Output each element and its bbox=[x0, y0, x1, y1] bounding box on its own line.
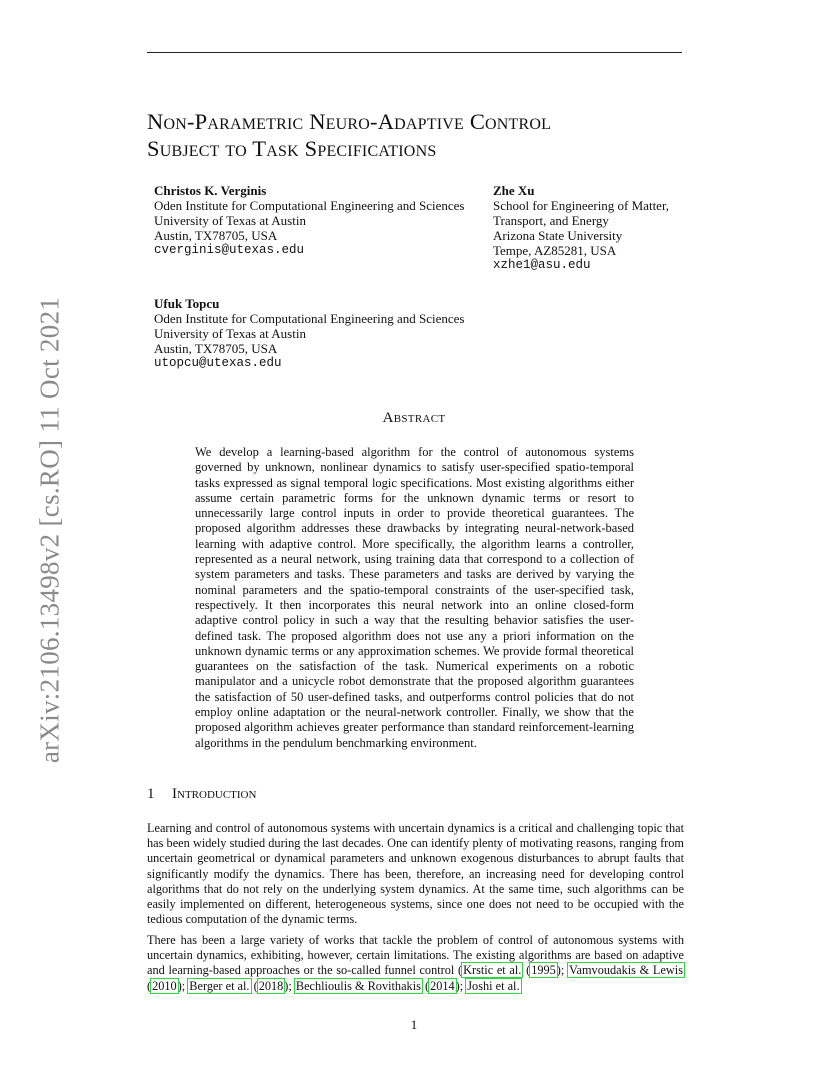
author-affiliation-line: Oden Institute for Computational Engineering and Sciences bbox=[154, 311, 465, 326]
author-block-3 bbox=[154, 296, 464, 371]
author-email[interactable]: cverginis@utexas.edu bbox=[154, 243, 305, 257]
author-affiliation-line: Tempe, AZ85281, USA bbox=[493, 243, 617, 258]
author-affiliation-line: University of Texas at Austin bbox=[154, 213, 306, 228]
abstract-text: We develop a learning-based algorithm for the control of autonomous systems governed by unknown, nonlinear dynamics to satisfy user-specified spatio-temporal tasks expressed as signal temporal logic specifications. Most existing algorithms either assume certain parametric forms for the unknown dynamic terms or resort to unnecessarily large control inputs in order to provide theoretical guarantees. The proposed algorithm addresses these drawbacks by integrating neural-network-based learning with adaptive control. More specifically, the algorithm learns a controller, represented as a neural network, using training data that correspond to a collection of system parameters and tasks. These parameters and tasks are derived by varying the nominal parameters and the spatio-temporal constraints of the user-specified task, respectively. It then incorporates this neural network into an online closed-form adaptive control policy in such a way that the resulting behavior satisfies the user-defined task. The proposed algorithm does not use any a priori information on the unknown dynamic terms or any approximation schemes. We provide formal theoretical guarantees on the satisfaction of the task. Numerical experiments on a robotic manipulator and a unicycle robot demonstrate that the proposed algorithm guarantees the satisfaction of 50 user-defined tasks, and outperforms control policies that do not employ online adaptation or the neural-network controller. Finally, we show that the proposed algorithm achieves greater performance than standard reinforcement-learning algorithms in the pendulum benchmarking environment. bbox=[195, 445, 634, 750]
citation-year-link[interactable]: 2014 bbox=[430, 978, 455, 993]
title-line-2: Subject to Task Specifications bbox=[147, 136, 437, 161]
author-name: Christos K. Verginis bbox=[154, 183, 267, 198]
section-heading bbox=[147, 786, 256, 803]
intro-paragraph-2-text: There has been a large variety of works that tackle the problem of control of autonomous systems with uncertain dynamics, exhibiting, however, certain limitations. The existing algorithms are based on adaptive and learning-based approaches or the so-called funnel control ( bbox=[147, 933, 684, 978]
top-rule bbox=[147, 52, 682, 53]
citation-year-link[interactable]: 1995 bbox=[531, 963, 556, 978]
paper-title bbox=[147, 108, 707, 162]
author-affiliation-line: Oden Institute for Computational Engineering and Sciences bbox=[154, 198, 465, 213]
citation-year-link[interactable]: 2010 bbox=[152, 978, 177, 993]
arxiv-stamp: arXiv:2106.13498v2 [cs.RO] 11 Oct 2021 bbox=[34, 296, 65, 764]
author-affiliation-line: Arizona State University bbox=[493, 228, 623, 243]
author-block-1 bbox=[154, 183, 464, 258]
title-line-1: Non-Parametric Neuro-Adaptive Control bbox=[147, 109, 552, 134]
author-affiliation-line: Transport, and Energy bbox=[493, 213, 609, 228]
citation-link[interactable]: Krstic et al. bbox=[463, 963, 522, 978]
author-affiliation-line: University of Texas at Austin bbox=[154, 326, 306, 341]
abstract-heading: Abstract bbox=[382, 410, 446, 426]
author-email[interactable]: xzhe1@asu.edu bbox=[493, 258, 591, 272]
author-email[interactable]: utopcu@utexas.edu bbox=[154, 356, 282, 370]
citation-year-link[interactable]: 2018 bbox=[258, 978, 284, 993]
citation-link[interactable]: Berger et al. bbox=[189, 978, 250, 993]
author-block-2 bbox=[493, 183, 669, 273]
author-name: Zhe Xu bbox=[493, 183, 535, 198]
author-affiliation-line: Austin, TX78705, USA bbox=[154, 341, 278, 356]
page-number: 1 bbox=[410, 1017, 418, 1032]
citation-link[interactable]: Vamvoudakis & Lewis bbox=[569, 963, 683, 978]
intro-paragraph-1: Learning and control of autonomous systems with uncertain dynamics is a critical and challenging topic that has been widely studied during the last decades. One can identify plenty of motivating reasons, ranging from uncertain geometrical or dynamical parameters and unknown exogenous disturbances to abrupt faults that significantly modify the dynamics. There has been, therefore, an increasing need for developing control algorithms that do not rely on the underlying system dynamics. At the same time, such algorithms can be easily implemented on different, heterogeneous systems, since one does not need to be occupied with the tedious computation of the dynamic terms. bbox=[147, 821, 684, 927]
citation-link[interactable]: Bechlioulis & Rovithakis bbox=[295, 978, 421, 993]
intro-paragraph-2: There has been a large variety of works that tackle the problem of control of autonomous systems with uncertain dynamics, exhibiting, however, certain limitations. The existing algorithms are based on adaptive and learning-based approaches or the so-called funnel control (Krstic et al. (1995); Vamvoudakis & Lewis (2010); Berger et al. (2018); Bechlioulis & Rovithakis (2014); Joshi et al. bbox=[147, 933, 684, 993]
author-affiliation-line: Austin, TX78705, USA bbox=[154, 228, 278, 243]
author-affiliation-line: School for Engineering of Matter, bbox=[493, 198, 670, 213]
section-title: Introduction bbox=[172, 786, 257, 802]
section-number: 1 bbox=[147, 786, 155, 802]
citation-link[interactable]: Joshi et al. bbox=[467, 978, 520, 993]
author-name: Ufuk Topcu bbox=[154, 296, 220, 311]
